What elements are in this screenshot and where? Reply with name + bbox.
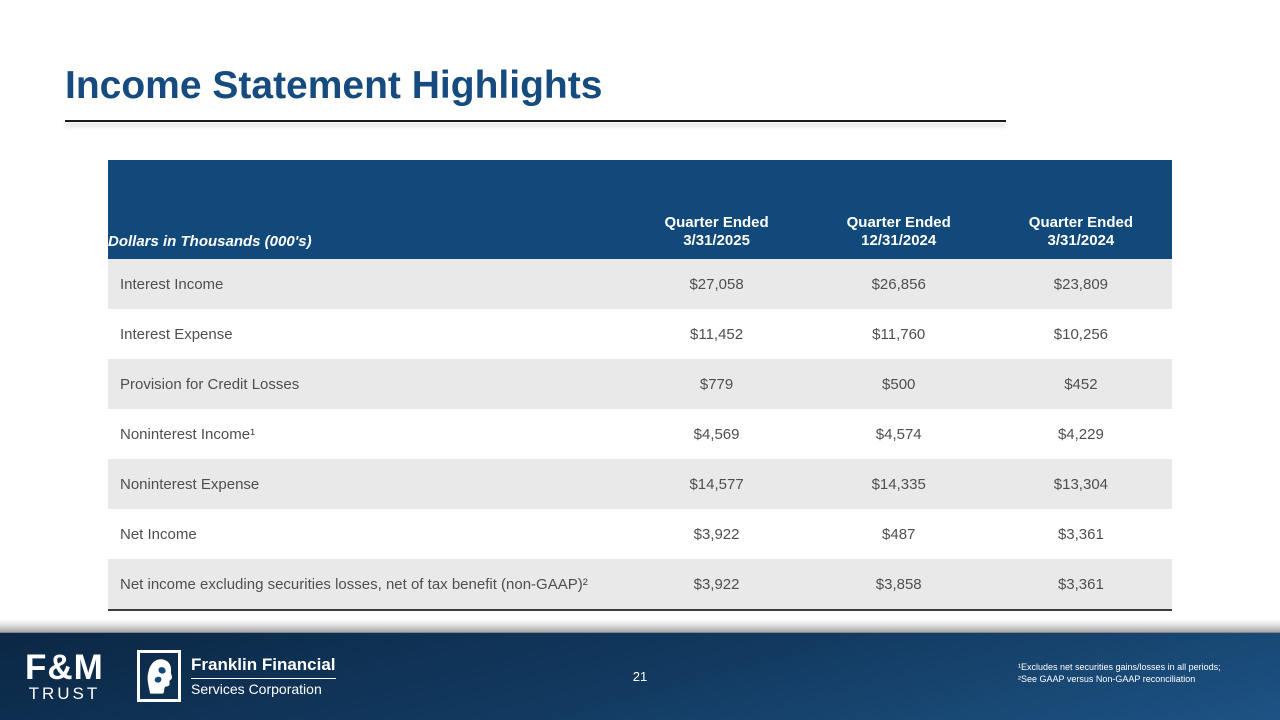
column-header-line2: 3/31/2025 — [683, 232, 750, 249]
cell-value: $11,452 — [625, 309, 807, 359]
table-row — [108, 559, 1172, 610]
corner-label: Dollars in Thousands (000's) — [108, 160, 625, 259]
footnote-2: ²See GAAP versus Non-GAAP reconciliation — [1018, 674, 1196, 684]
cell-value: $4,569 — [625, 409, 807, 459]
cell-value: $500 — [808, 359, 990, 409]
cell-value: $3,922 — [625, 559, 807, 610]
fm-trust-logo-text: F&M — [25, 648, 104, 687]
table-body — [108, 259, 1172, 610]
cell-value: $11,760 — [808, 309, 990, 359]
table-header — [108, 160, 1172, 259]
fm-trust-logo-subtext: TRUST — [28, 684, 101, 703]
cell-value: $452 — [990, 359, 1172, 409]
table-row — [108, 309, 1172, 359]
column-header-q1-2024 — [990, 160, 1172, 259]
page-title: Income Statement Highlights — [65, 64, 603, 107]
cell-value: $779 — [625, 359, 807, 409]
franklin-logo-subname: Services Corporation — [191, 681, 322, 697]
franklin-logo-text — [191, 655, 336, 697]
row-label: Interest Expense — [108, 309, 625, 359]
cell-value: $13,304 — [990, 459, 1172, 509]
column-header-line2: 12/31/2024 — [861, 232, 937, 249]
fm-trust-logo — [25, 650, 104, 702]
table-row — [108, 359, 1172, 409]
income-statement-table — [108, 160, 1172, 611]
cell-value: $26,856 — [808, 259, 990, 309]
column-header-line1: Quarter Ended — [846, 214, 951, 231]
column-header-line1: Quarter Ended — [1028, 214, 1133, 231]
page-number: 21 — [632, 669, 648, 684]
table-row — [108, 409, 1172, 459]
cell-value: $10,256 — [990, 309, 1172, 359]
table-header-row — [108, 160, 1172, 259]
row-label: Noninterest Expense — [108, 459, 625, 509]
cell-value: $4,574 — [808, 409, 990, 459]
footer-separator-bar — [0, 620, 1280, 633]
row-label: Provision for Credit Losses — [108, 359, 625, 409]
column-header-line2: 3/31/2024 — [1047, 232, 1115, 249]
row-label: Noninterest Income¹ — [108, 409, 625, 459]
row-label: Net Income — [108, 509, 625, 559]
franklin-portrait-icon — [137, 650, 181, 702]
row-label: Net income excluding securities losses, net of tax benefit (non-GAAP)² — [108, 559, 625, 610]
title-underline — [65, 120, 1006, 122]
cell-value: $487 — [808, 509, 990, 559]
cell-value: $3,922 — [625, 509, 807, 559]
cell-value: $14,335 — [808, 459, 990, 509]
table-row — [108, 509, 1172, 559]
column-header-q4-2024 — [808, 160, 990, 259]
franklin-financial-logo — [137, 650, 336, 702]
cell-value: $3,361 — [990, 559, 1172, 610]
column-header-line1: Quarter Ended — [664, 214, 769, 231]
row-label: Interest Income — [108, 259, 625, 309]
cell-value: $3,361 — [990, 509, 1172, 559]
cell-value: $14,577 — [625, 459, 807, 509]
cell-value: $3,858 — [808, 559, 990, 610]
franklin-logo-name: Franklin Financial — [191, 655, 336, 679]
cell-value: $27,058 — [625, 259, 807, 309]
cell-value: $23,809 — [990, 259, 1172, 309]
column-header-q1-2025 — [625, 160, 807, 259]
table-row — [108, 259, 1172, 309]
footnote-1: ¹Excludes net securities gains/losses in all periods; — [1018, 662, 1221, 672]
footnotes — [1018, 661, 1258, 685]
table-row — [108, 459, 1172, 509]
footer — [0, 633, 1280, 720]
cell-value: $4,229 — [990, 409, 1172, 459]
